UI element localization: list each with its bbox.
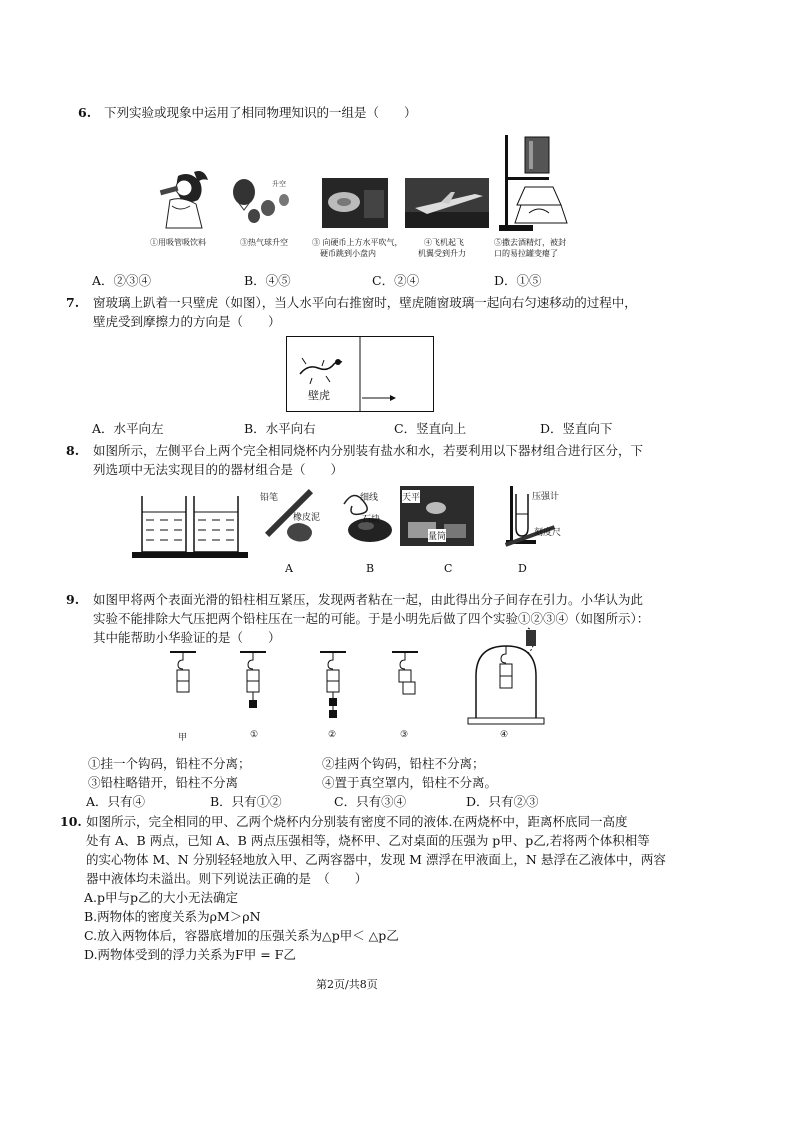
q6-caption-3b: 硬币跳到小盘内 xyxy=(320,249,376,258)
q6-stem: 下列实验或现象中运用了相同物理知识的一组是（ ） xyxy=(104,105,417,120)
q10-option-d[interactable]: D.两物体受到的浮力关系为F甲 = F乙 xyxy=(84,947,296,962)
q7-option-a[interactable]: A．水平向左 xyxy=(92,421,164,436)
q6-caption-4b: 机翼受到升力 xyxy=(418,249,466,258)
q6-caption-2: ③热气球升空 xyxy=(240,238,288,247)
q9-fig-label-3: ③ xyxy=(400,730,409,740)
q9-fig-label-2: ② xyxy=(328,730,337,740)
q8-label-ruler: 刻度尺 xyxy=(534,528,562,538)
q8-letter-d[interactable]: D xyxy=(518,562,527,575)
q10-line-3: 的实心物体 M、N 分别轻轻地放入甲、乙两容器中，发现 M 漂浮在甲液面上，N 悬浮在乙液体中，两容 xyxy=(86,852,666,867)
q9-figure-1 xyxy=(238,650,268,728)
q6-option-d[interactable]: D．①⑤ xyxy=(494,273,542,288)
q6-number: 6. xyxy=(78,105,92,120)
q9-line-2: 实验不能排除大气压把两个铅柱压在一起的可能。于是小明先后做了四个实验①②③④（如图所示）： xyxy=(93,611,650,626)
q8-label-stone: 石块 xyxy=(362,515,381,525)
q9-line-1: 如图甲将两个表面光滑的铅柱相互紧压，发现两者粘在一起，由此得出分子间存在引力。小华认为此 xyxy=(93,592,644,607)
q8-label-clay: 橡皮泥 xyxy=(293,513,321,523)
q10-option-b[interactable]: B.两物体的密度关系为ρM＞ρN xyxy=(84,909,261,924)
q6-option-a[interactable]: A．②③④ xyxy=(92,273,152,288)
q6-caption-3a: ③ 向硬币上方水平吹气， xyxy=(312,238,403,247)
q6-option-c[interactable]: C．②④ xyxy=(372,273,420,288)
q9-figure-3 xyxy=(390,650,420,728)
q10-line-1: 如图所示，完全相同的甲、乙两个烧杯内分别装有密度不同的液体.在两烧杯中，距离杯底同一高度 xyxy=(86,814,628,829)
q9-line-3: 其中能帮助小华验证的是（ ） xyxy=(93,630,281,645)
q7-option-d[interactable]: D．竖直向下 xyxy=(540,421,613,436)
q9-option-d[interactable]: D．只有②③ xyxy=(466,794,539,809)
q8-line-2: 列选项中无法实现目的的器材组合是（ ） xyxy=(93,462,344,477)
q9-figure-jia xyxy=(168,650,198,728)
q8-number: 8. xyxy=(66,443,80,458)
q6-figure-can-stand xyxy=(495,135,575,233)
q9-statement-1: ①挂一个钩码，铅柱不分离； xyxy=(88,756,251,771)
q9-fig-label-4: ④ xyxy=(500,730,509,740)
q7-gecko-label: 壁虎 xyxy=(308,389,330,402)
q8-label-gauge: 压强计 xyxy=(532,492,560,502)
q8-letter-b[interactable]: B xyxy=(366,562,375,575)
q10-number: 10. xyxy=(60,814,82,829)
q9-fig-label-jia: 甲 xyxy=(178,733,188,743)
q6-figure-coin xyxy=(322,178,388,228)
q9-option-a[interactable]: A．只有④ xyxy=(86,794,146,809)
q9-figure-4-bell-jar xyxy=(466,626,546,728)
q8-label-pencil: 铅笔 xyxy=(260,493,279,503)
q6-caption-5a: ⑤撒去酒精灯，被封 xyxy=(494,238,566,247)
q10-line-4: 器中液体均未溢出。则下列说法正确的是 （ ） xyxy=(86,871,368,886)
q10-line-2: 处有 A、B 两点，已知 A、B 两点压强相等，烧杯甲、乙对桌面的压强为 p甲、p乙,若将两个体积相等 xyxy=(86,833,650,848)
q9-statement-4: ④置于真空罩内，铅柱不分离。 xyxy=(322,775,498,790)
q6-caption-1: ①用吸管吸饮料 xyxy=(150,238,206,247)
q6-option-b[interactable]: B．④⑤ xyxy=(244,273,291,288)
q6-caption-5b: 口的易拉罐变瘪了 xyxy=(494,249,558,258)
q8-letter-a[interactable]: A xyxy=(285,562,293,575)
q8-beakers-figure xyxy=(132,492,248,560)
svg-text:升空: 升空 xyxy=(272,180,286,188)
q9-number: 9. xyxy=(66,592,80,607)
q8-label-weights: 量筒 xyxy=(428,529,446,542)
q8-label-balance: 天平 xyxy=(402,490,420,503)
q9-option-c[interactable]: C．只有③④ xyxy=(334,794,407,809)
q7-line-2: 壁虎受到摩擦力的方向是（ ） xyxy=(93,314,281,329)
q7-option-c[interactable]: C．竖直向上 xyxy=(394,421,467,436)
q9-option-b[interactable]: B．只有①② xyxy=(210,794,282,809)
q7-number: 7. xyxy=(66,295,80,310)
q10-option-c[interactable]: C.放入两物体后，容器底增加的压强关系为△p甲＜ △p乙 xyxy=(84,928,399,943)
q9-statement-3: ③铅柱略错开，铅柱不分离 xyxy=(88,775,239,790)
q7-line-1: 窗玻璃上趴着一只壁虎（如图），当人水平向右推窗时，壁虎随窗玻璃一起向右匀速移动的过程中， xyxy=(93,295,637,310)
q8-label-thread: 细线 xyxy=(360,493,379,503)
q8-letter-c[interactable]: C xyxy=(444,562,453,575)
q6-caption-4a: ④飞机起飞 xyxy=(424,238,464,247)
q7-option-b[interactable]: B．水平向右 xyxy=(244,421,316,436)
q8-line-1: 如图所示，左侧平台上两个完全相同烧杯内分别装有盐水和水，若要利用以下器材组合进行区分，下 xyxy=(93,443,644,458)
page-footer: 第2页/共8页 xyxy=(316,978,378,991)
q6-figure-airplane xyxy=(405,178,489,228)
q9-fig-label-1: ① xyxy=(250,730,259,740)
q10-option-a[interactable]: A.p甲与p乙的大小无法确定 xyxy=(84,890,239,905)
q6-figure-drinking xyxy=(150,168,212,230)
q9-figure-2 xyxy=(318,650,348,728)
q6-figure-balloons xyxy=(228,178,298,228)
q9-statement-2: ②挂两个钩码，铅柱不分离； xyxy=(322,756,485,771)
